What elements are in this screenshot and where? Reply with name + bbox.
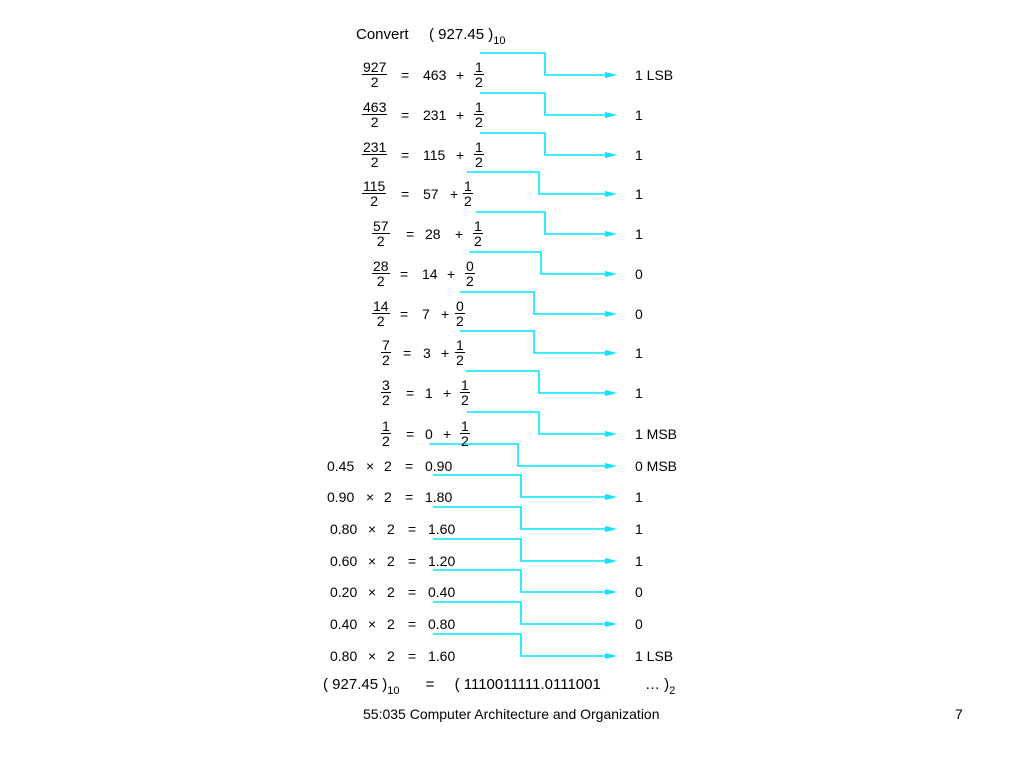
final-result bbox=[323, 677, 675, 699]
fraction-denominator: 2 bbox=[474, 233, 482, 249]
quotient: 57 bbox=[423, 186, 439, 202]
binary-digit: 1 MSB bbox=[635, 426, 678, 442]
fraction-value: 0.60 bbox=[330, 553, 358, 569]
quotient: 14 bbox=[422, 266, 438, 282]
equals-sign: = bbox=[401, 147, 410, 163]
binary-digit: 1 bbox=[635, 521, 643, 537]
multiplier: 2 bbox=[387, 521, 395, 537]
remainder-connector bbox=[467, 172, 609, 194]
remainder-connector bbox=[469, 252, 609, 274]
quotient: 3 bbox=[423, 345, 431, 361]
plus-sign: + bbox=[447, 266, 456, 282]
dividend-fraction bbox=[381, 338, 391, 367]
remainder-fraction bbox=[463, 179, 473, 208]
multiplier: 2 bbox=[384, 458, 392, 474]
times-sign: × bbox=[368, 648, 377, 664]
fraction-value: 0.90 bbox=[327, 489, 355, 505]
arrowhead bbox=[605, 311, 617, 317]
plus-sign: + bbox=[441, 306, 450, 322]
equals-sign: = bbox=[401, 186, 410, 202]
quotient: 28 bbox=[425, 226, 441, 242]
fraction-value: 0.40 bbox=[330, 616, 358, 632]
dividend-fraction bbox=[372, 299, 390, 328]
binary-digit: 1 LSB bbox=[635, 648, 674, 664]
product: 0.40 bbox=[428, 584, 456, 600]
remainder-fraction bbox=[455, 299, 465, 328]
binary-digit: 0 bbox=[635, 306, 643, 322]
times-sign: × bbox=[368, 553, 377, 569]
product: 1.60 bbox=[428, 521, 456, 537]
dividend-fraction bbox=[362, 100, 387, 129]
remainder-connector bbox=[480, 133, 609, 155]
page-number: 7 bbox=[955, 706, 963, 722]
remainder-fraction bbox=[474, 60, 484, 89]
plus-sign: + bbox=[455, 226, 464, 242]
fraction-numerator: 0 bbox=[466, 258, 474, 274]
fraction-denominator: 2 bbox=[464, 193, 472, 209]
equals-sign: = bbox=[408, 616, 417, 632]
fraction-numerator: 7 bbox=[382, 337, 390, 353]
binary-digit: 1 bbox=[635, 107, 643, 123]
equals-sign: = bbox=[405, 489, 414, 505]
final-lhs-base: 10 bbox=[387, 685, 400, 697]
final-rhs: ( 1110011111.0111001 bbox=[454, 676, 601, 693]
quotient: 231 bbox=[423, 107, 447, 123]
binary-digit: 1 bbox=[635, 186, 643, 202]
fraction-denominator: 2 bbox=[466, 273, 474, 289]
fraction-numerator: 1 bbox=[456, 337, 464, 353]
equals-sign: = bbox=[408, 648, 417, 664]
plus-sign: + bbox=[456, 147, 465, 163]
equals-sign: = bbox=[400, 306, 409, 322]
quotient: 115 bbox=[423, 147, 446, 163]
convert-base: 10 bbox=[493, 35, 506, 47]
arrowhead bbox=[605, 231, 617, 237]
final-equals: = bbox=[425, 676, 435, 693]
fraction-value: 0.45 bbox=[327, 458, 355, 474]
integer-part-connector bbox=[433, 634, 609, 656]
dividend-fraction bbox=[362, 179, 386, 208]
dividend-fraction bbox=[381, 378, 391, 407]
remainder-fraction bbox=[474, 100, 484, 129]
times-sign: × bbox=[368, 521, 377, 537]
equals-sign: = bbox=[408, 521, 417, 537]
plus-sign: + bbox=[443, 426, 452, 442]
fraction-denominator: 2 bbox=[376, 273, 385, 289]
fraction-denominator: 2 bbox=[456, 313, 464, 329]
arrowhead bbox=[605, 494, 617, 500]
integer-part-connector bbox=[433, 539, 609, 561]
equals-sign: = bbox=[405, 458, 414, 474]
equals-sign: = bbox=[400, 266, 409, 282]
remainder-connector bbox=[480, 93, 609, 115]
plus-sign: + bbox=[456, 107, 465, 123]
arrowhead bbox=[605, 112, 617, 118]
remainder-connector bbox=[460, 292, 609, 314]
fraction-numerator: 14 bbox=[373, 298, 389, 314]
product: 0.80 bbox=[428, 616, 456, 632]
fraction-numerator: 1 bbox=[475, 139, 483, 155]
equals-sign: = bbox=[408, 584, 417, 600]
fraction-numerator: 1 bbox=[475, 59, 483, 75]
fraction-denominator: 2 bbox=[370, 114, 379, 130]
product: 0.90 bbox=[425, 458, 453, 474]
multiplier: 2 bbox=[384, 489, 392, 505]
arrowhead bbox=[605, 589, 617, 595]
fraction-denominator: 2 bbox=[370, 154, 379, 170]
binary-digit: 1 bbox=[635, 147, 643, 163]
fraction-denominator: 2 bbox=[475, 114, 483, 130]
fraction-numerator: 28 bbox=[373, 258, 389, 274]
final-lhs: ( 927.45 ) bbox=[323, 676, 388, 693]
binary-digit: 0 bbox=[635, 616, 643, 632]
dividend-fraction bbox=[362, 60, 387, 89]
fraction-denominator: 2 bbox=[382, 352, 390, 368]
arrowhead bbox=[605, 463, 617, 469]
fraction-numerator: 1 bbox=[475, 99, 483, 115]
dividend-fraction bbox=[372, 259, 390, 288]
equals-sign: = bbox=[406, 426, 415, 442]
quotient: 463 bbox=[423, 67, 447, 83]
fraction-denominator: 2 bbox=[376, 233, 385, 249]
multiplier: 2 bbox=[387, 584, 395, 600]
binary-digit: 0 bbox=[635, 584, 643, 600]
fraction-numerator: 3 bbox=[382, 377, 390, 393]
multiplier: 2 bbox=[387, 616, 395, 632]
plus-sign: + bbox=[450, 186, 459, 202]
times-sign: × bbox=[366, 489, 375, 505]
binary-digit: 1 bbox=[635, 345, 643, 361]
integer-part-connector bbox=[433, 475, 609, 497]
integer-part-connector bbox=[433, 507, 609, 529]
plus-sign: + bbox=[456, 67, 465, 83]
arrowhead bbox=[605, 621, 617, 627]
product: 1.80 bbox=[425, 489, 453, 505]
fraction-denominator: 2 bbox=[461, 392, 469, 408]
arrowhead bbox=[605, 191, 617, 197]
times-sign: × bbox=[368, 584, 377, 600]
product: 1.20 bbox=[428, 553, 456, 569]
quotient: 7 bbox=[422, 306, 430, 322]
binary-digit: 1 bbox=[635, 385, 643, 401]
arrowhead bbox=[605, 271, 617, 277]
quotient: 1 bbox=[425, 385, 433, 401]
arrowhead bbox=[605, 152, 617, 158]
equals-sign: = bbox=[401, 107, 410, 123]
fraction-denominator: 2 bbox=[382, 392, 390, 408]
fraction-value: 0.80 bbox=[330, 648, 358, 664]
times-sign: × bbox=[366, 458, 375, 474]
equals-sign: = bbox=[406, 385, 415, 401]
remainder-connector bbox=[480, 53, 609, 75]
equals-sign: = bbox=[408, 553, 417, 569]
fraction-numerator: 1 bbox=[461, 418, 469, 434]
binary-digit: 1 bbox=[635, 489, 643, 505]
fraction-denominator: 2 bbox=[370, 193, 379, 209]
arrowhead bbox=[605, 390, 617, 396]
quotient: 0 bbox=[425, 426, 433, 442]
fraction-denominator: 2 bbox=[475, 74, 483, 90]
integer-part-connector bbox=[429, 444, 609, 466]
arrowhead bbox=[605, 526, 617, 532]
arrowhead bbox=[605, 72, 617, 78]
convert-label: Convert bbox=[356, 26, 409, 43]
remainder-connector bbox=[466, 371, 609, 393]
fraction-denominator: 2 bbox=[475, 154, 483, 170]
binary-digit: 1 bbox=[635, 226, 643, 242]
fraction-denominator: 2 bbox=[370, 74, 379, 90]
remainder-connector bbox=[460, 331, 609, 353]
plus-sign: + bbox=[443, 385, 452, 401]
arrowhead bbox=[605, 558, 617, 564]
fraction-numerator: 1 bbox=[461, 377, 469, 393]
fraction-numerator: 463 bbox=[363, 99, 387, 115]
footer-course-title: 55:035 Computer Architecture and Organization bbox=[363, 706, 660, 722]
equals-sign: = bbox=[406, 226, 415, 242]
fraction-numerator: 1 bbox=[464, 178, 472, 194]
product: 1.60 bbox=[428, 648, 456, 664]
binary-digit: 0 MSB bbox=[635, 458, 678, 474]
fraction-numerator: 57 bbox=[373, 218, 389, 234]
fraction-denominator: 2 bbox=[376, 313, 385, 329]
equals-sign: = bbox=[401, 67, 410, 83]
fraction-denominator: 2 bbox=[456, 352, 464, 368]
fraction-numerator: 115 bbox=[363, 178, 386, 194]
fraction-numerator: 231 bbox=[363, 139, 387, 155]
binary-digit: 1 bbox=[635, 553, 643, 569]
binary-digit: 1 LSB bbox=[635, 67, 674, 83]
convert-number: ( 927.45 ) bbox=[429, 26, 494, 43]
multiplier: 2 bbox=[387, 648, 395, 664]
fraction-numerator: 0 bbox=[456, 298, 464, 314]
times-sign: × bbox=[368, 616, 377, 632]
dividend-fraction bbox=[372, 219, 390, 248]
remainder-fraction bbox=[465, 259, 475, 288]
final-rhs-base: 2 bbox=[669, 685, 676, 697]
equals-sign: = bbox=[403, 345, 412, 361]
remainder-fraction bbox=[473, 219, 483, 248]
binary-digit: 0 bbox=[635, 266, 643, 282]
fraction-value: 0.80 bbox=[330, 521, 358, 537]
fraction-numerator: 1 bbox=[382, 418, 390, 434]
remainder-connector bbox=[476, 212, 609, 234]
dividend-fraction bbox=[362, 140, 387, 169]
dividend-fraction bbox=[381, 419, 391, 448]
integer-part-connector bbox=[433, 602, 609, 624]
fraction-denominator: 2 bbox=[382, 433, 390, 449]
plus-sign: + bbox=[441, 345, 450, 361]
remainder-connector bbox=[467, 412, 609, 434]
remainder-fraction bbox=[474, 140, 484, 169]
arrowhead bbox=[605, 431, 617, 437]
final-ellipsis: … ) bbox=[645, 676, 670, 693]
fraction-value: 0.20 bbox=[330, 584, 358, 600]
integer-part-connector bbox=[433, 570, 609, 592]
fraction-numerator: 927 bbox=[363, 59, 387, 75]
fraction-numerator: 1 bbox=[474, 218, 482, 234]
convert-value bbox=[429, 27, 505, 49]
fraction-denominator: 2 bbox=[461, 433, 469, 449]
arrowhead bbox=[605, 653, 617, 659]
remainder-fraction bbox=[455, 338, 465, 367]
remainder-fraction bbox=[460, 419, 470, 448]
arrowhead bbox=[605, 350, 617, 356]
multiplier: 2 bbox=[387, 553, 395, 569]
remainder-fraction bbox=[460, 378, 470, 407]
